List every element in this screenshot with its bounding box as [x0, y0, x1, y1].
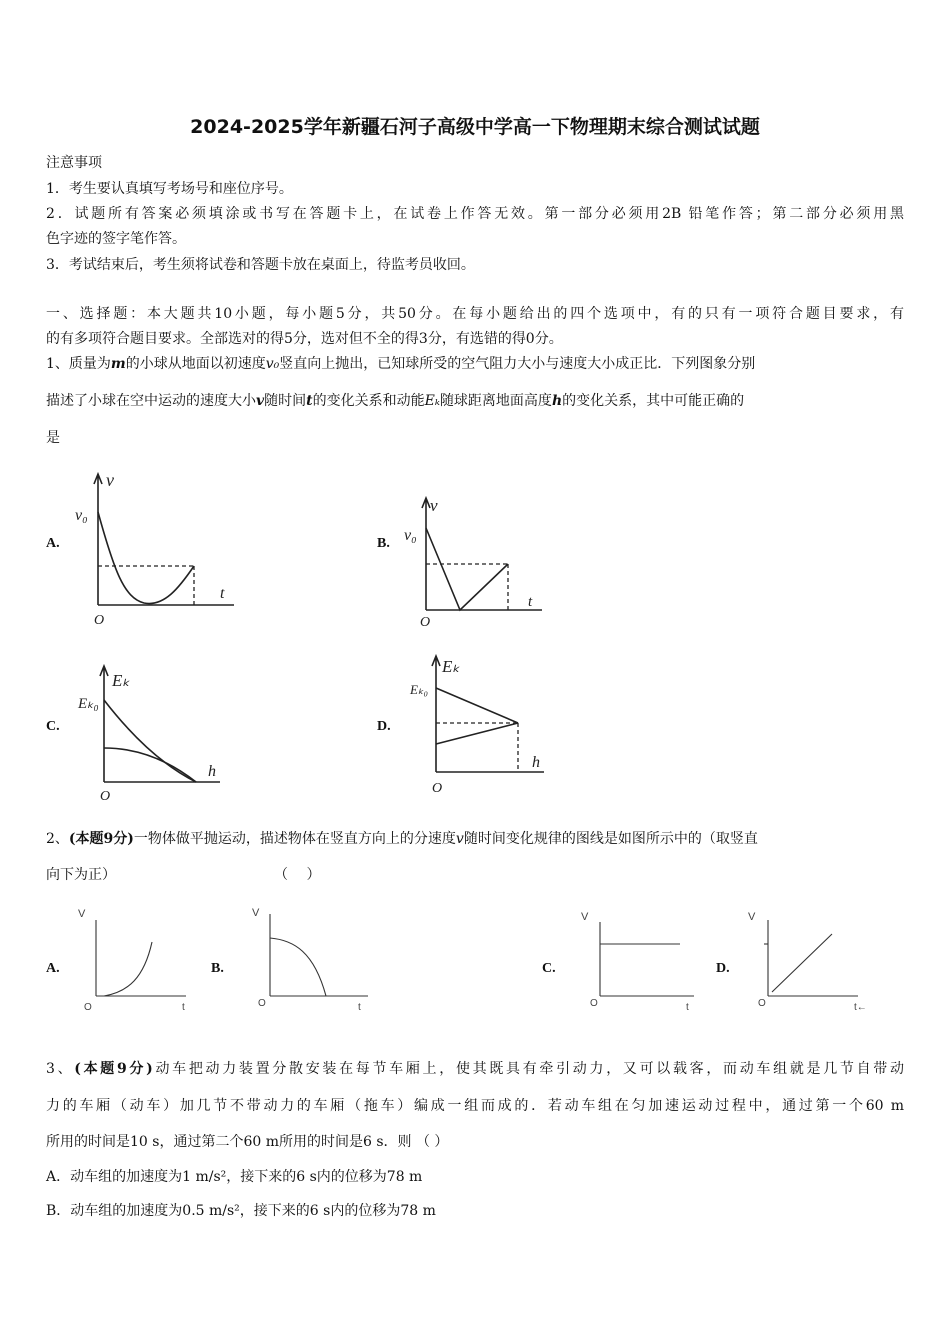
q1-graph-d-ek0-label: Eₖ₀	[410, 682, 428, 697]
q1-v0-symbol: v₀	[265, 356, 280, 372]
q2-graph-b-curve	[270, 938, 326, 996]
q2-graph-c	[578, 900, 703, 1015]
q3-option-b: B．动车组的加速度为0.5 m/s²，接下来的6 s内的位移为78 m	[46, 1203, 436, 1219]
q3-score: (本题9分)	[74, 1061, 153, 1077]
q1-graph-c-origin: O	[100, 789, 111, 804]
q2-graph-a-origin: O	[84, 1002, 92, 1013]
q2-number: 2、	[46, 831, 69, 847]
notes-heading: 注意事项	[46, 155, 102, 171]
q1-text: 随球距离地面高度	[439, 393, 552, 409]
q1-graph-b	[402, 496, 552, 631]
q1-mass-symbol: m	[110, 356, 126, 372]
q1-text: 竖直向上抛出，已知球所受的空气阻力大小与速度大小成正比．下列图象分别	[279, 356, 756, 372]
q2-graph-b-t-label: t	[358, 1002, 361, 1013]
q2-graph-a-t-label: t	[182, 1002, 185, 1013]
q1-graph-c-curve-lower	[104, 748, 196, 782]
q2-graph-d-v-label: V	[748, 911, 756, 923]
notes-item-2: 2．试题所有答案必须填涂或书写在答题卡上，在试卷上作答无效。第一部分必须用2B 铅笔作答；第二部分必须用黑	[46, 206, 904, 222]
q1-graph-c-curve-upper	[104, 700, 196, 782]
q1-graph-d-h-label: h	[532, 754, 540, 771]
q1-graph-a-curve	[98, 512, 194, 604]
q1-v-symbol: v	[256, 393, 265, 409]
q1-text: 的变化关系，其中可能正确的	[562, 393, 745, 409]
q1-graph-c	[78, 660, 228, 805]
q2-option-c-label: C.	[542, 961, 556, 976]
q2-answer-paren: （ ）	[274, 867, 321, 883]
q3-line3: 所用的时间是10 s，通过第二个60 m所用的时间是6 s．则 （ ）	[46, 1134, 449, 1150]
section1-line1: 一、选择题：本大题共10小题，每小题5分，共50分。在每小题给出的四个选项中，有的只有一项符合题目要求，有	[46, 306, 904, 322]
q1-graph-a-t-label: t	[220, 585, 225, 602]
q2-graph-d	[746, 900, 876, 1015]
q1-graph-d-line-upper	[436, 688, 518, 723]
notes-item-2-cont: 色字迹的签字笔作答。	[46, 231, 186, 247]
q1-text: 1、质量为	[46, 356, 111, 372]
q1-graph-d-origin: O	[432, 781, 443, 796]
q2-graph-c-origin: O	[590, 998, 598, 1009]
q1-t-symbol: t	[306, 393, 313, 409]
q2-graph-c-t-label: t	[686, 1002, 689, 1013]
q1-option-a-label: A.	[46, 536, 60, 551]
notes-item-1: 1．考生要认真填写考场号和座位序号。	[46, 181, 293, 197]
q1-option-d-label: D.	[377, 719, 391, 734]
q1-option-c-label: C.	[46, 719, 60, 734]
q1-graph-d-y-axis	[432, 656, 440, 772]
q2-score: (本题9分)	[68, 831, 134, 847]
q3-option-a: A．动车组的加速度为1 m/s²，接下来的6 s内的位移为78 m	[46, 1169, 423, 1185]
q2-graph-d-t-label: t←	[854, 1002, 867, 1013]
q1-graph-d-line-lower	[436, 723, 518, 744]
q2-graph-a-v-label: V	[78, 908, 86, 920]
q1-text: 的小球从地面以初速度	[125, 356, 266, 372]
q2-graph-c-v-label: V	[581, 911, 589, 923]
q1-line3: 是	[46, 430, 60, 446]
q1-graph-b-y-axis	[422, 498, 430, 610]
q1-option-b-label: B.	[377, 536, 390, 551]
q3-line1	[46, 1058, 904, 1078]
q2-graph-b	[250, 900, 375, 1015]
q1-text: 的变化关系和动能	[312, 393, 425, 409]
q2-graph-d-origin: O	[758, 998, 766, 1009]
q1-text: 随时间	[264, 393, 307, 409]
q3-line2: 力的车厢（动车）加几节不带动力的车厢（拖车）编成一组而成的．若动车组在匀加速运动过程中，通过第一个60 m	[46, 1098, 904, 1114]
q2-option-d-label: D.	[716, 961, 730, 976]
q1-graph-b-v-label: v	[430, 496, 438, 515]
q1-graph-d	[408, 650, 558, 795]
q1-graph-c-ek0-label: Eₖ₀	[78, 696, 99, 712]
q2-graph-d-line	[772, 934, 832, 992]
q2-graph-a	[78, 900, 198, 1015]
q2-v-symbol: v	[455, 831, 464, 847]
q3-text: 动车把动力装置分散安装在每节车厢上，使其既具有牵引动力，又可以载客，而动车组就是几节自带动	[152, 1061, 904, 1077]
q1-graph-a-origin: O	[94, 613, 105, 628]
page-title: 2024-2025学年新疆石河子高级中学高一下物理期末综合测试试题	[190, 116, 760, 138]
q1-graph-b-line	[426, 528, 508, 610]
q2-graph-b-v-label: V	[252, 907, 260, 919]
q1-graph-b-v0-label: v₀	[404, 527, 417, 544]
q1-line2	[46, 390, 744, 410]
q2-text: 一物体做平抛运动，描述物体在竖直方向上的分速度	[133, 831, 456, 847]
q2-line1	[46, 828, 758, 848]
q1-graph-c-y-axis	[100, 666, 108, 782]
q2-option-b-label: B.	[211, 961, 224, 976]
q1-h-symbol: h	[551, 393, 563, 409]
q1-line1	[46, 353, 755, 373]
q2-line2: 向下为正）	[46, 867, 116, 883]
q1-graph-a-v-label: v	[106, 470, 114, 490]
q1-graph-b-t-label: t	[528, 594, 533, 610]
q3-number: 3、	[46, 1061, 75, 1077]
q1-graph-d-ek-label: Eₖ	[442, 657, 460, 676]
q1-ek-symbol: Eₖ	[424, 393, 440, 409]
section1-line2: 的有多项符合题目要求。全部选对的得5分，选对但不全的得3分，有选错的得0分。	[46, 331, 563, 347]
q2-text: 随时间变化规律的图线是如图所示中的（取竖直	[463, 831, 758, 847]
q1-graph-b-origin: O	[420, 615, 431, 630]
q2-graph-a-curve	[104, 942, 152, 996]
q1-graph-c-h-label: h	[208, 763, 216, 780]
q1-graph-c-ek-label: Eₖ	[112, 671, 130, 690]
q1-text: 描述了小球在空中运动的速度大小	[46, 393, 256, 409]
q1-graph-a-v0-label: v₀	[75, 507, 88, 524]
q1-graph-a-y-axis	[94, 474, 102, 605]
notes-item-3: 3．考试结束后，考生须将试卷和答题卡放在桌面上，待监考员收回。	[46, 257, 475, 273]
q1-graph-a	[74, 470, 244, 630]
q2-graph-b-origin: O	[258, 998, 266, 1009]
q2-option-a-label: A.	[46, 961, 60, 976]
